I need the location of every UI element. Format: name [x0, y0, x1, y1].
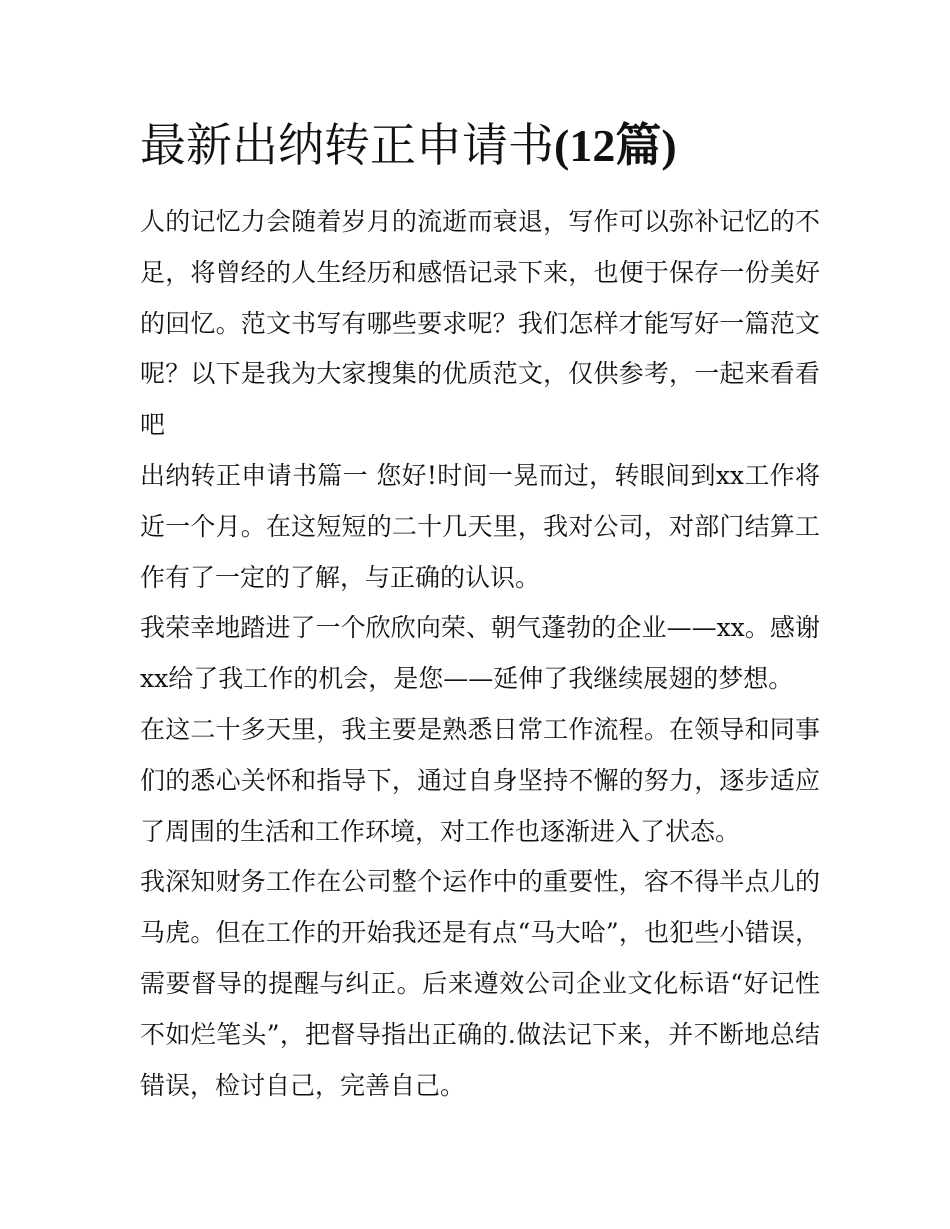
title-suffix: (12篇) [554, 120, 677, 171]
title-main: 最新出纳转正申请书 [140, 118, 554, 172]
document-page [140, 110, 820, 1111]
document-body [140, 197, 820, 1111]
paragraph-2: 我荣幸地踏进了一个欣欣向荣、朝气蓬勃的企业——xx。感谢xx给了我工作的机会，是您——延伸了我继续展翅的梦想。 [140, 613, 820, 694]
paragraph-4: 我深知财务工作在公司整个运作中的重要性，容不得半点儿的马虎。但在工作的开始我还是有点“马大哈”，也犯些小错误，需要督导的提醒与纠正。后来遵效公司企业文化标语“好记性不如烂笔头”，把督导指出正确的.做法记下来，并不断地总结错误，检讨自己，完善自己。 [140, 867, 820, 1100]
paragraph-intro: 人的记忆力会随着岁月的流逝而衰退，写作可以弥补记忆的不足，将曾经的人生经历和感悟记录下来，也便于保存一份美好的回忆。范文书写有哪些要求呢？我们怎样才能写好一篇范文呢？以下是我为大家搜集的优质范文，仅供参考，一起来看看吧 [140, 207, 820, 440]
document-title [140, 110, 820, 181]
paragraph-3: 在这二十多天里，我主要是熟悉日常工作流程。在领导和同事们的悉心关怀和指导下，通过自身坚持不懈的努力，逐步适应了周围的生活和工作环境，对工作也逐渐进入了状态。 [140, 714, 820, 846]
paragraph-1: 出纳转正申请书篇一 您好!时间一晃而过，转眼间到xx工作将近一个月。在这短短的二十几天里，我对公司，对部门结算工作有了一定的了解，与正确的认识。 [140, 460, 820, 592]
